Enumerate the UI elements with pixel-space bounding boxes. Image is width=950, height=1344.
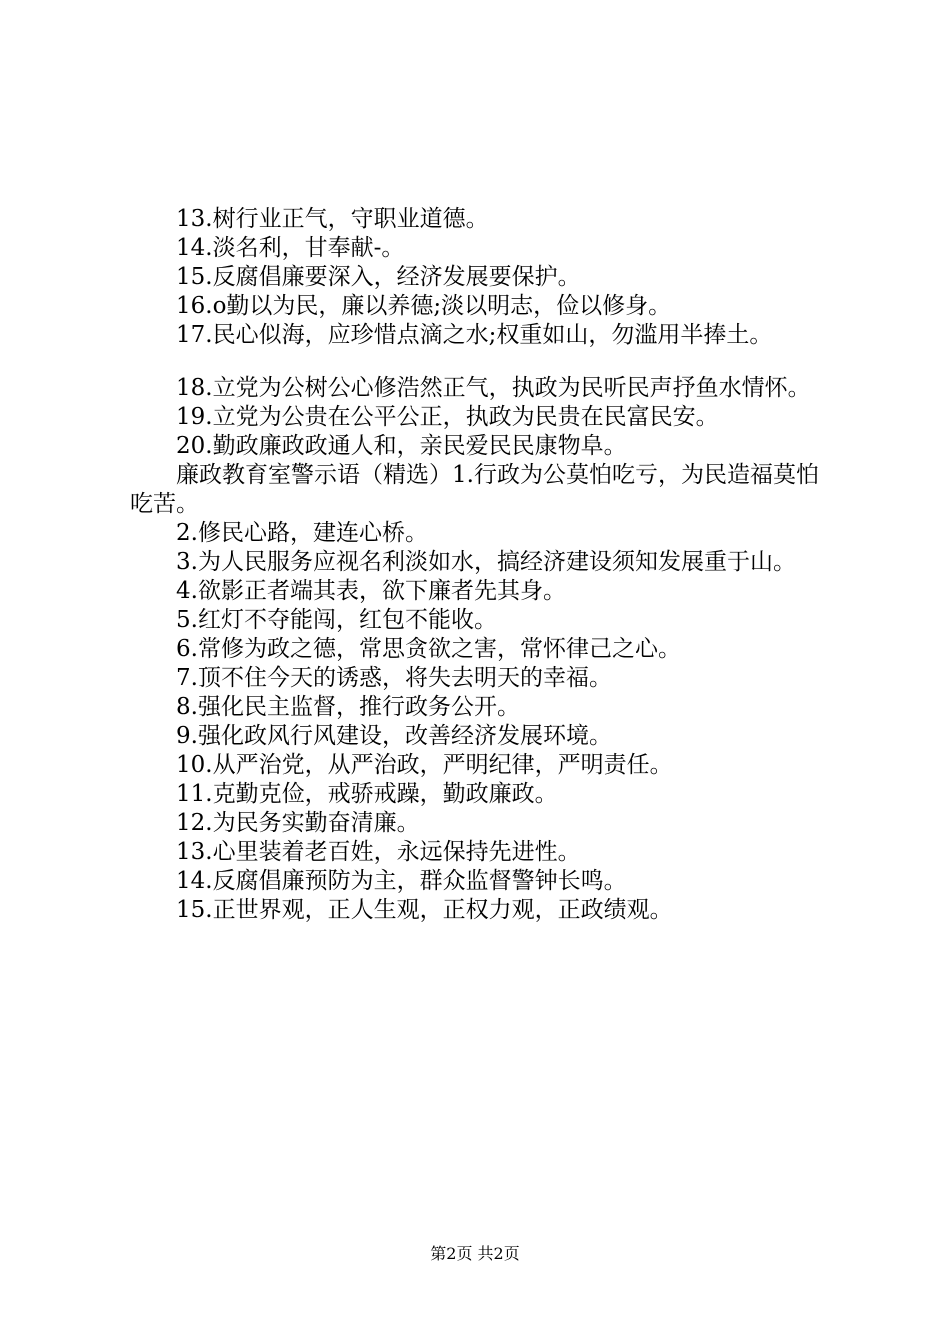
list-item: 4.欲影正者端其表，欲下廉者先其身。: [176, 578, 566, 604]
list-item: 7.顶不住今天的诱惑，将失去明天的幸福。: [176, 665, 612, 691]
page-footer: 第2页 共2页: [430, 1244, 520, 1263]
list-item: 16.o勤以为民，廉以养德;淡以明志，俭以修身。: [176, 293, 672, 319]
list-item: 11.克勤克俭，戒骄戒躁，勤政廉政。: [176, 781, 558, 807]
list-item: 14.反腐倡廉预防为主，群众监督警钟长鸣。: [176, 868, 627, 894]
list-item: 15.正世界观，正人生观，正权力观，正政绩观。: [176, 897, 673, 923]
list-item: 19.立党为公贵在公平公正，执政为民贵在民富民安。: [176, 404, 719, 430]
list-item: 17.民心似海，应珍惜点滴之水;权重如山，勿滥用半捧土。: [176, 322, 773, 348]
list-item: 9.强化政风行风建设，改善经济发展环境。: [176, 723, 612, 749]
list-item: 3.为人民服务应视名利淡如水，搞经济建设须知发展重于山。: [176, 549, 796, 575]
list-item: 12.为民务实勤奋清廉。: [176, 810, 420, 836]
list-item: 20.勤政廉政政通人和，亲民爱民民康物阜。: [176, 433, 627, 459]
list-item: 14.淡名利，甘奉献-。: [176, 235, 405, 261]
list-item: 2.修民心路，建连心桥。: [176, 520, 428, 546]
section-heading-line: 廉政教育室警示语（精选）1.行政为公莫怕吃亏，为民造福莫怕吃苦。: [130, 462, 819, 517]
list-item: 15.反腐倡廉要深入，经济发展要保护。: [176, 264, 581, 290]
list-item: 18.立党为公树公心修浩然正气，执政为民听民声抒鱼水情怀。: [176, 375, 811, 401]
list-item: 13.树行业正气，守职业道德。: [176, 206, 489, 232]
list-item: 8.强化民主监督，推行政务公开。: [176, 694, 520, 720]
spacer: [130, 350, 840, 374]
list-item: 13.心里装着老百姓，永远保持先进性。: [176, 839, 581, 865]
document-body: [130, 205, 840, 925]
list-item: 10.从严治党，从严治政，严明纪律，严明责任。: [176, 752, 673, 778]
list-item: 6.常修为政之德，常思贪欲之害，常怀律己之心。: [176, 636, 681, 662]
list-item: 5.红灯不夺能闯，红包不能收。: [176, 607, 497, 633]
